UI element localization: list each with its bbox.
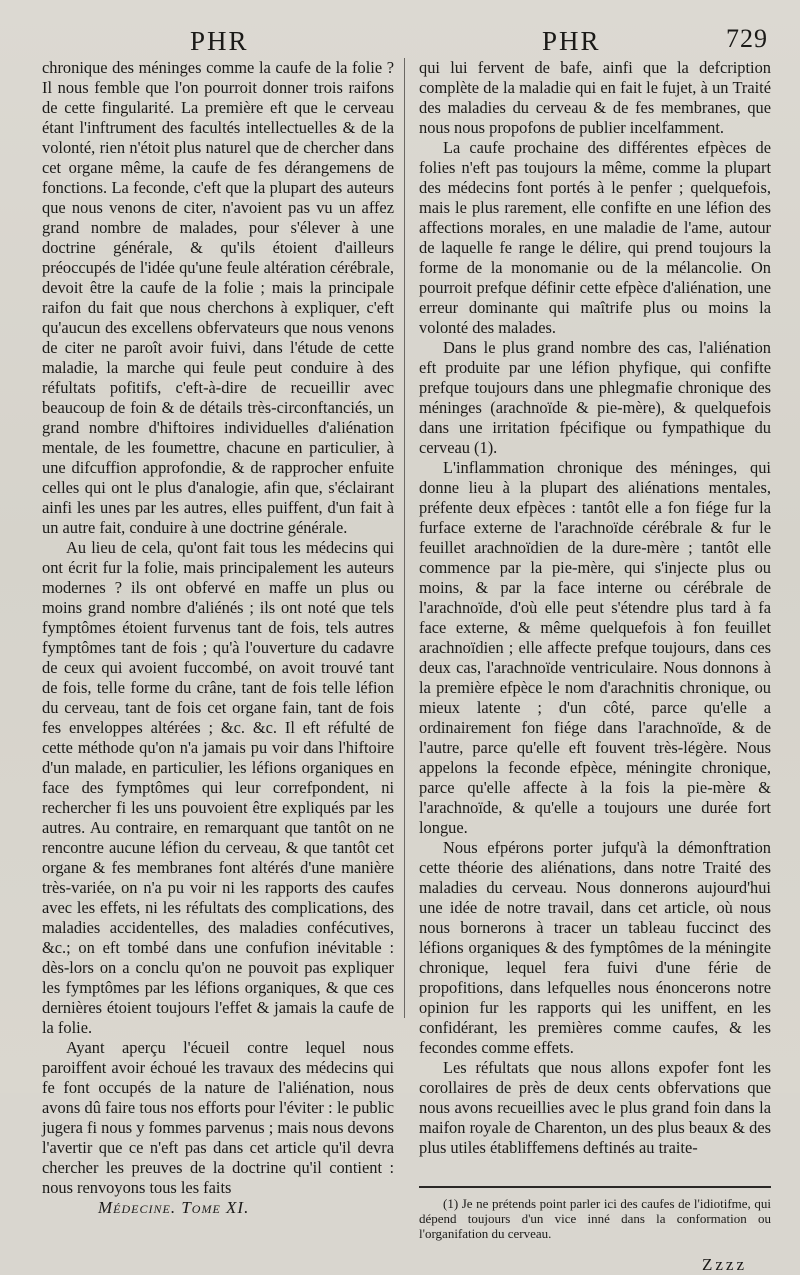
- paragraph: La caufe prochaine des différentes efpèces de folies n'eft pas toujours la même, comme la plupart des médecins font portés à le penfer ; quelquefois, mais le plus rarement, elle confifte en une léfion des affections morales, en une maladie de l'ame, autour de laquelle fe range le délire, qui prend toujours la forme de la monomanie ou de la mélancolie. On pourroit prefque définir cette efpèce d'aliénation, une erreur dominante qui maîtrife plus ou moins la volonté des malades.: [419, 138, 771, 337]
- volume-signature: Médecine. Tome XI.: [98, 1198, 250, 1217]
- paragraph: Nous efpérons porter jufqu'à la démonftration cette théorie des aliénations, dans notre Traité des maladies du cerveau. Nous donnerons aujourd'hui une idée de notre travail, dans cet article, où nous nous bornerons à tracer un tableau fuccinct des léfions organiques & des fymptômes de la méningite chronique, lequel fera fuivi d'une férie de propofitions, dans lefquelles nous énoncerons notre opinion fur les rapports qui les uniffent, en les confidérant, les premières comme caufes, & les fecondes comme effets.: [419, 838, 771, 1057]
- gathering-signature: Zzzz: [701, 1255, 747, 1274]
- column-divider: [404, 58, 405, 1018]
- paragraph: Dans le plus grand nombre des cas, l'aliénation eft produite par une léfion phyfique, qui confifte prefque toujours dans une phlegmafie chronique des méninges (arachnoïde & pie-mère), & quelquefois dans une irritation fpécifique ou fympathique du cerveau (1).: [419, 338, 771, 457]
- running-head-left: PHR: [190, 26, 249, 56]
- running-head: [42, 22, 780, 58]
- footnote-rule: [419, 1186, 771, 1188]
- right-column: [415, 58, 771, 1274]
- page-number: 729: [726, 24, 768, 53]
- left-column: [42, 58, 404, 1217]
- footnote: (1) Je ne prétends point parler ici des caufes de l'idiotifme, qui dépend toujours d'un vice inné dans la conformation ou l'organifation du cerveau.: [419, 1196, 771, 1241]
- paragraph: Au lieu de cela, qu'ont fait tous les médecins qui ont écrit fur la folie, mais principalement les auteurs modernes ? ils ont obfervé en maffe un plus ou moins grand nombre d'aliénés ; ils ont noté que tels fymptômes étoient furvenus tant de fois, tels autres fymptômes tant de fois ; qu'à l'ouverture du cadavre de ceux qui avoient fuccombé, on avoit trouvé tant de fois, telle forme du crâne, tant de fois telle léfion du cerveau, tant de fois cet organe fain, tant de fois fes enveloppes altérées ; &c. &c. Il eft réfulté de cette méthode qu'on n'a jamais pu voir dans l'hiftoire d'un malade, en particulier, les léfions organiques en face des fymptômes qui leur correfpondent, ni rechercher fi les uns pouvoient être expliqués par les autres. Au contraire, en remarquant que tantôt on ne rencontre aucune léfion du cerveau, & que tantôt cet organe & fes membranes font altérés d'une manière très-variée, on n'a pu voir ni les rapports des caufes avec les effets, ni les réfultats des complications, des maladies accidentelles, des maladies confécutives, &c.; on eft tombé dans une confufion inévitable : dès-lors on a conclu qu'on ne pouvoit pas expliquer les fymptômes par les léfions organiques, & que ces dernières étoient toujours l'effet & jamais la caufe de la folie.: [42, 538, 394, 1037]
- running-head-right: PHR: [542, 26, 601, 56]
- paragraph: qui lui fervent de bafe, ainfi que la defcription complète de la maladie qui en fait le fujet, à un Traité des maladies du cerveau & de fes membranes, que nous nous propofons de publier incelfamment.: [419, 58, 771, 137]
- paragraph: L'inflammation chronique des méninges, qui donne lieu à la plupart des aliénations mentales, préfente deux efpèces : tantôt elle a fon fiége fur la furface externe de l'arachnoïde cérébrale & fur le feuillet arachnoïdien de la dure-mère ; tantôt elle commence par la pie-mère, qui s'injecte plus ou moins, & par la face interne ou cérébrale de l'arachnoïde, d'où elle peut s'étendre plus tard à fa face externe, & même quelquefois à fon feuillet arachnoïdien ; elle affecte prefque toujours, dans ces deux cas, l'arachnoïde ventriculaire. Nous donnons à la première efpèce le nom d'arachnitis chronique, ou mieux latente ; d'un côté, parce qu'elle a ordinairement fon fiége dans l'arachnoïde, & de l'autre, parce qu'elle eft fouvent très-légère. Nous appelons la feconde efpèce, méningite chronique, parce qu'elle affecte à la fois la pie-mère & l'arachnoïde, & qu'elle a toujours une durée fort longue.: [419, 458, 771, 837]
- text-columns: [42, 58, 780, 1274]
- paragraph: chronique des méninges comme la caufe de la folie ? Il nous femble que l'on pourroit donner trois raifons de cette fingularité. La première eft que le cerveau étant l'inftrument des facultés intellectuelles & de la volonté, rien n'étoit plus naturel que de chercher dans cet organe même, la caufe de fes dérangemens de fonctions. La feconde, c'eft que la plupart des auteurs que nous venons de citer, n'avoient pas vu un affez grand nombre de malades, pour s'élever à une doctrine générale, & qu'ils étoient d'ailleurs préoccupés de l'idée qu'une feule altération cérébrale, devoit être la caufe de la folie ; mais la principale raifon du fait que nous cherchons à expliquer, c'eft qu'aucun des excellens obfervateurs que nous venons de citer ne paroît avoir fuivi, dans l'étude de cette maladie, la marche qui feule peut conduire à des réfultats pofitifs, c'eft-à-dire de recueillir avec beaucoup de foin & de détails très-circonftanciés, un grand nombre d'hiftoires individuelles d'aliénation mentale, de les foumettre, chacune en particulier, à une difcuffion approfondie, & de rapprocher enfuite celles qui ont le plus d'analogie, afin que, s'éclairant ainfi les unes par les autres, elles puiffent, d'un fait à un autre fait, conduire à une doctrine générale.: [42, 58, 394, 537]
- paragraph: Ayant aperçu l'écueil contre lequel nous paroiffent avoir échoué les travaux des médecins qui fe font occupés de la nature de l'aliénation, nous avons dû faire tous nos efforts pour l'éviter : le public jugera fi nous y fommes parvenus ; mais nous devons l'avertir que ce n'eft pas dans cet article qu'il devra chercher les preuves de la doctrine qu'il contient : nous renvoyons tous les faits: [42, 1038, 394, 1197]
- paragraph: Les réfultats que nous allons expofer font les corollaires de près de deux cents obfervations que nous avons recueillies avec le plus grand foin dans la maifon royale de Charenton, un des plus beaux & des plus utiles établiffemens deftinés au traite-: [419, 1058, 771, 1157]
